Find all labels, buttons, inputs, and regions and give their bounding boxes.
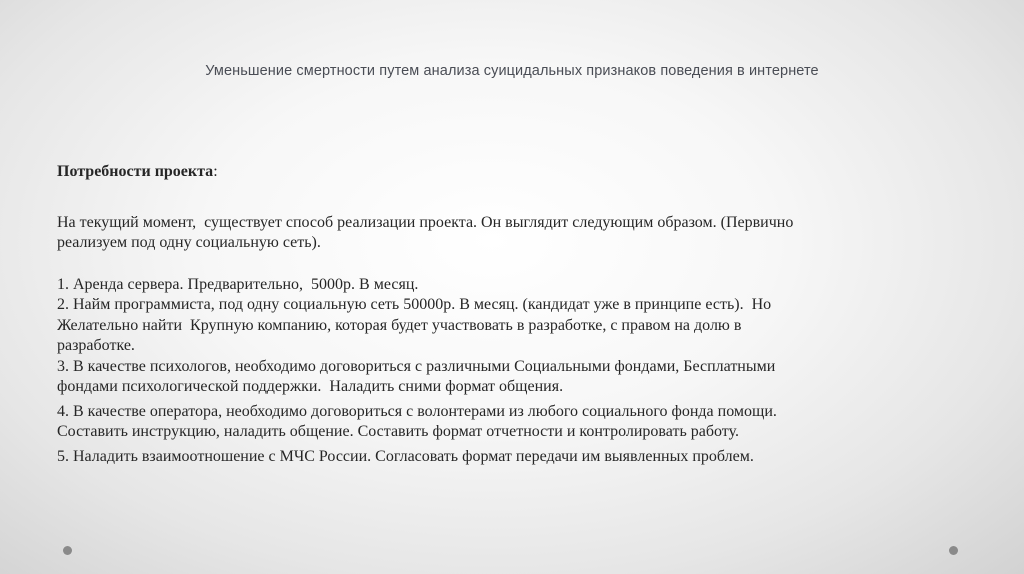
list-item: 5. Наладить взаимоотношение с МЧС России. Согласовать формат передачи им выявленных проблем.: [57, 447, 754, 465]
list-item: 1. Аренда сервера. Предварительно, 5000р. В месяц.: [57, 275, 419, 293]
list-item: 3. В качестве психологов, необходимо договориться с различными Социальными фондами, Бесплатными фондами психологической поддержки. Наладить сними формат общения.: [57, 357, 776, 395]
decorative-dot-left: [63, 546, 72, 555]
section-heading-colon: :: [213, 163, 218, 180]
slide-title: Уменьшение смертности путем анализа суицидальных признаков поведения в интернете: [205, 63, 819, 79]
needs-list: [57, 275, 917, 468]
slide-content: [57, 162, 917, 467]
list-item: 4. В качестве оператора, необходимо договориться с волонтерами из любого социального фонда помощи. Составить инструкцию, наладить общение. Составить формат отчетности и контролировать работу.: [57, 402, 777, 440]
section-heading-text: Потребности проекта: [57, 163, 214, 180]
intro-paragraph: На текущий момент, существует способ реализации проекта. Он выглядит следующим образом. (Первично реализуем под одну социальную сеть).: [57, 213, 794, 251]
decorative-dot-right: [949, 546, 958, 555]
list-item: 2. Найм программиста, под одну социальную сеть 50000р. В месяц. (кандидат уже в принципе есть). Но Желательно найти Крупную компанию, которая будет участвовать в разработке, с правом на долю в разработке.: [57, 296, 772, 354]
section-heading: [57, 162, 917, 183]
